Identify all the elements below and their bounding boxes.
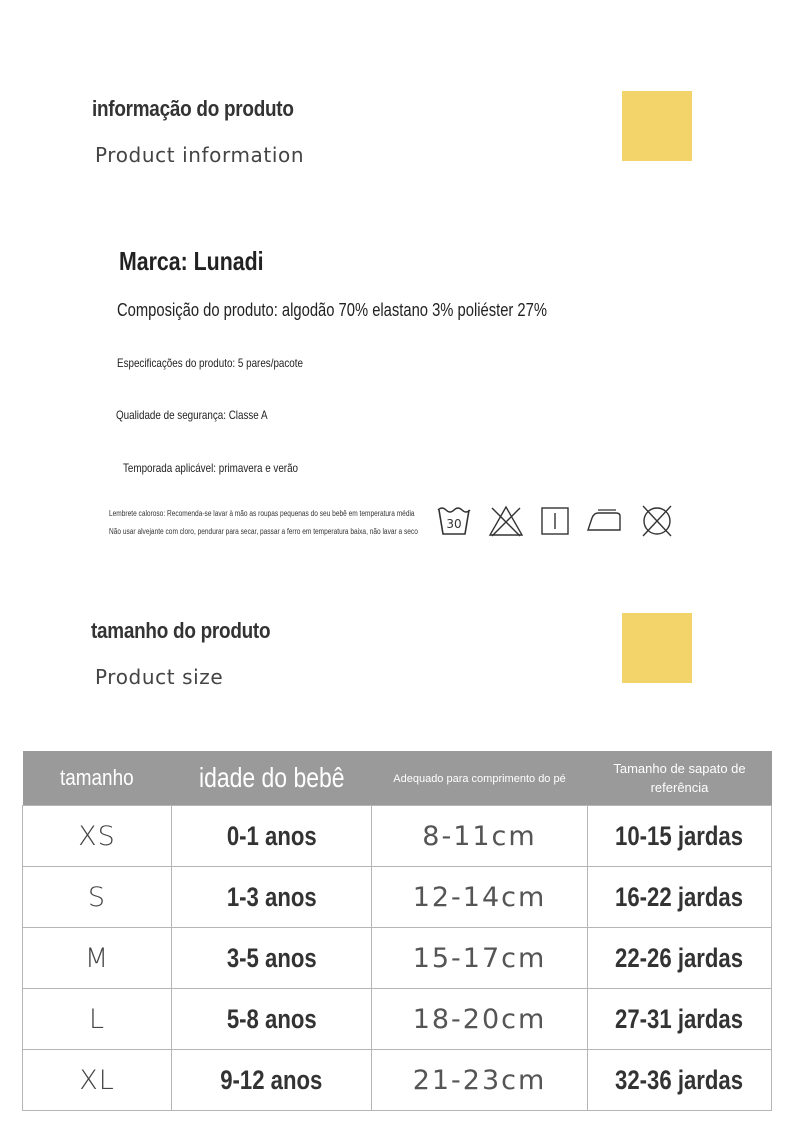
composition-text: Composição do produto: algodão 70% elastano 3% poliéster 27%	[117, 300, 547, 320]
cell-shoe: 22-26 jardas	[588, 928, 772, 989]
cell-length: 21-23cm	[372, 1050, 588, 1111]
safety-text: Qualidade de segurança: Classe A	[116, 408, 268, 422]
header-shoe-size: Tamanho de sapato de referência	[588, 751, 772, 806]
wash-30-icon	[436, 504, 472, 538]
care-icons	[436, 503, 674, 539]
table-row	[23, 1050, 772, 1111]
table-row	[23, 806, 772, 867]
cell-age: 0-1 anos	[172, 806, 372, 867]
hang-dry-icon	[540, 506, 570, 536]
info-accent-swatch	[622, 91, 692, 161]
table-row	[23, 928, 772, 989]
iron-low-icon	[586, 508, 624, 534]
cell-shoe: 16-22 jardas	[588, 867, 772, 928]
wash-temp-label: 30	[446, 517, 462, 531]
size-title-en: Product size	[95, 665, 224, 689]
care-tip-line2: Não usar alvejante com cloro, pendurar para secar, passar a ferro em temperatura baixa, não lavar a seco	[109, 527, 418, 536]
cell-size: XS	[23, 806, 172, 867]
cell-age: 3-5 anos	[172, 928, 372, 989]
header-foot-length: Adequado para comprimento do pé	[372, 751, 588, 806]
cell-size: S	[23, 867, 172, 928]
size-accent-swatch	[622, 613, 692, 683]
care-tip-line1: Lembrete caloroso: Recomenda-se lavar à mão as roupas pequenas do seu bebê em temperatura média	[109, 509, 415, 518]
cell-shoe: 27-31 jardas	[588, 989, 772, 1050]
cell-size: L	[23, 989, 172, 1050]
cell-length: 18-20cm	[372, 989, 588, 1050]
cell-age: 9-12 anos	[172, 1050, 372, 1111]
info-title-en: Product information	[95, 143, 305, 167]
season-text: Temporada aplicável: primavera e verão	[123, 461, 299, 475]
table-row	[23, 867, 772, 928]
cell-size: XL	[23, 1050, 172, 1111]
size-title-pt: tamanho do produto	[91, 618, 271, 643]
brand-text: Marca: Lunadi	[119, 246, 264, 276]
cell-shoe: 32-36 jardas	[588, 1050, 772, 1111]
no-dry-clean-icon	[640, 503, 674, 539]
size-table-header	[23, 751, 772, 806]
cell-size: M	[23, 928, 172, 989]
info-title-pt: informação do produto	[92, 96, 294, 121]
cell-length: 15-17cm	[372, 928, 588, 989]
header-age: idade do bebê	[172, 751, 372, 806]
specs-text: Especificações do produto: 5 pares/pacote	[117, 356, 303, 370]
cell-length: 8-11cm	[372, 806, 588, 867]
cell-shoe: 10-15 jardas	[588, 806, 772, 867]
cell-age: 5-8 anos	[172, 989, 372, 1050]
no-bleach-icon	[488, 504, 524, 538]
cell-length: 12-14cm	[372, 867, 588, 928]
cell-age: 1-3 anos	[172, 867, 372, 928]
size-table	[22, 751, 772, 1111]
header-size: tamanho	[23, 751, 172, 806]
table-row	[23, 989, 772, 1050]
